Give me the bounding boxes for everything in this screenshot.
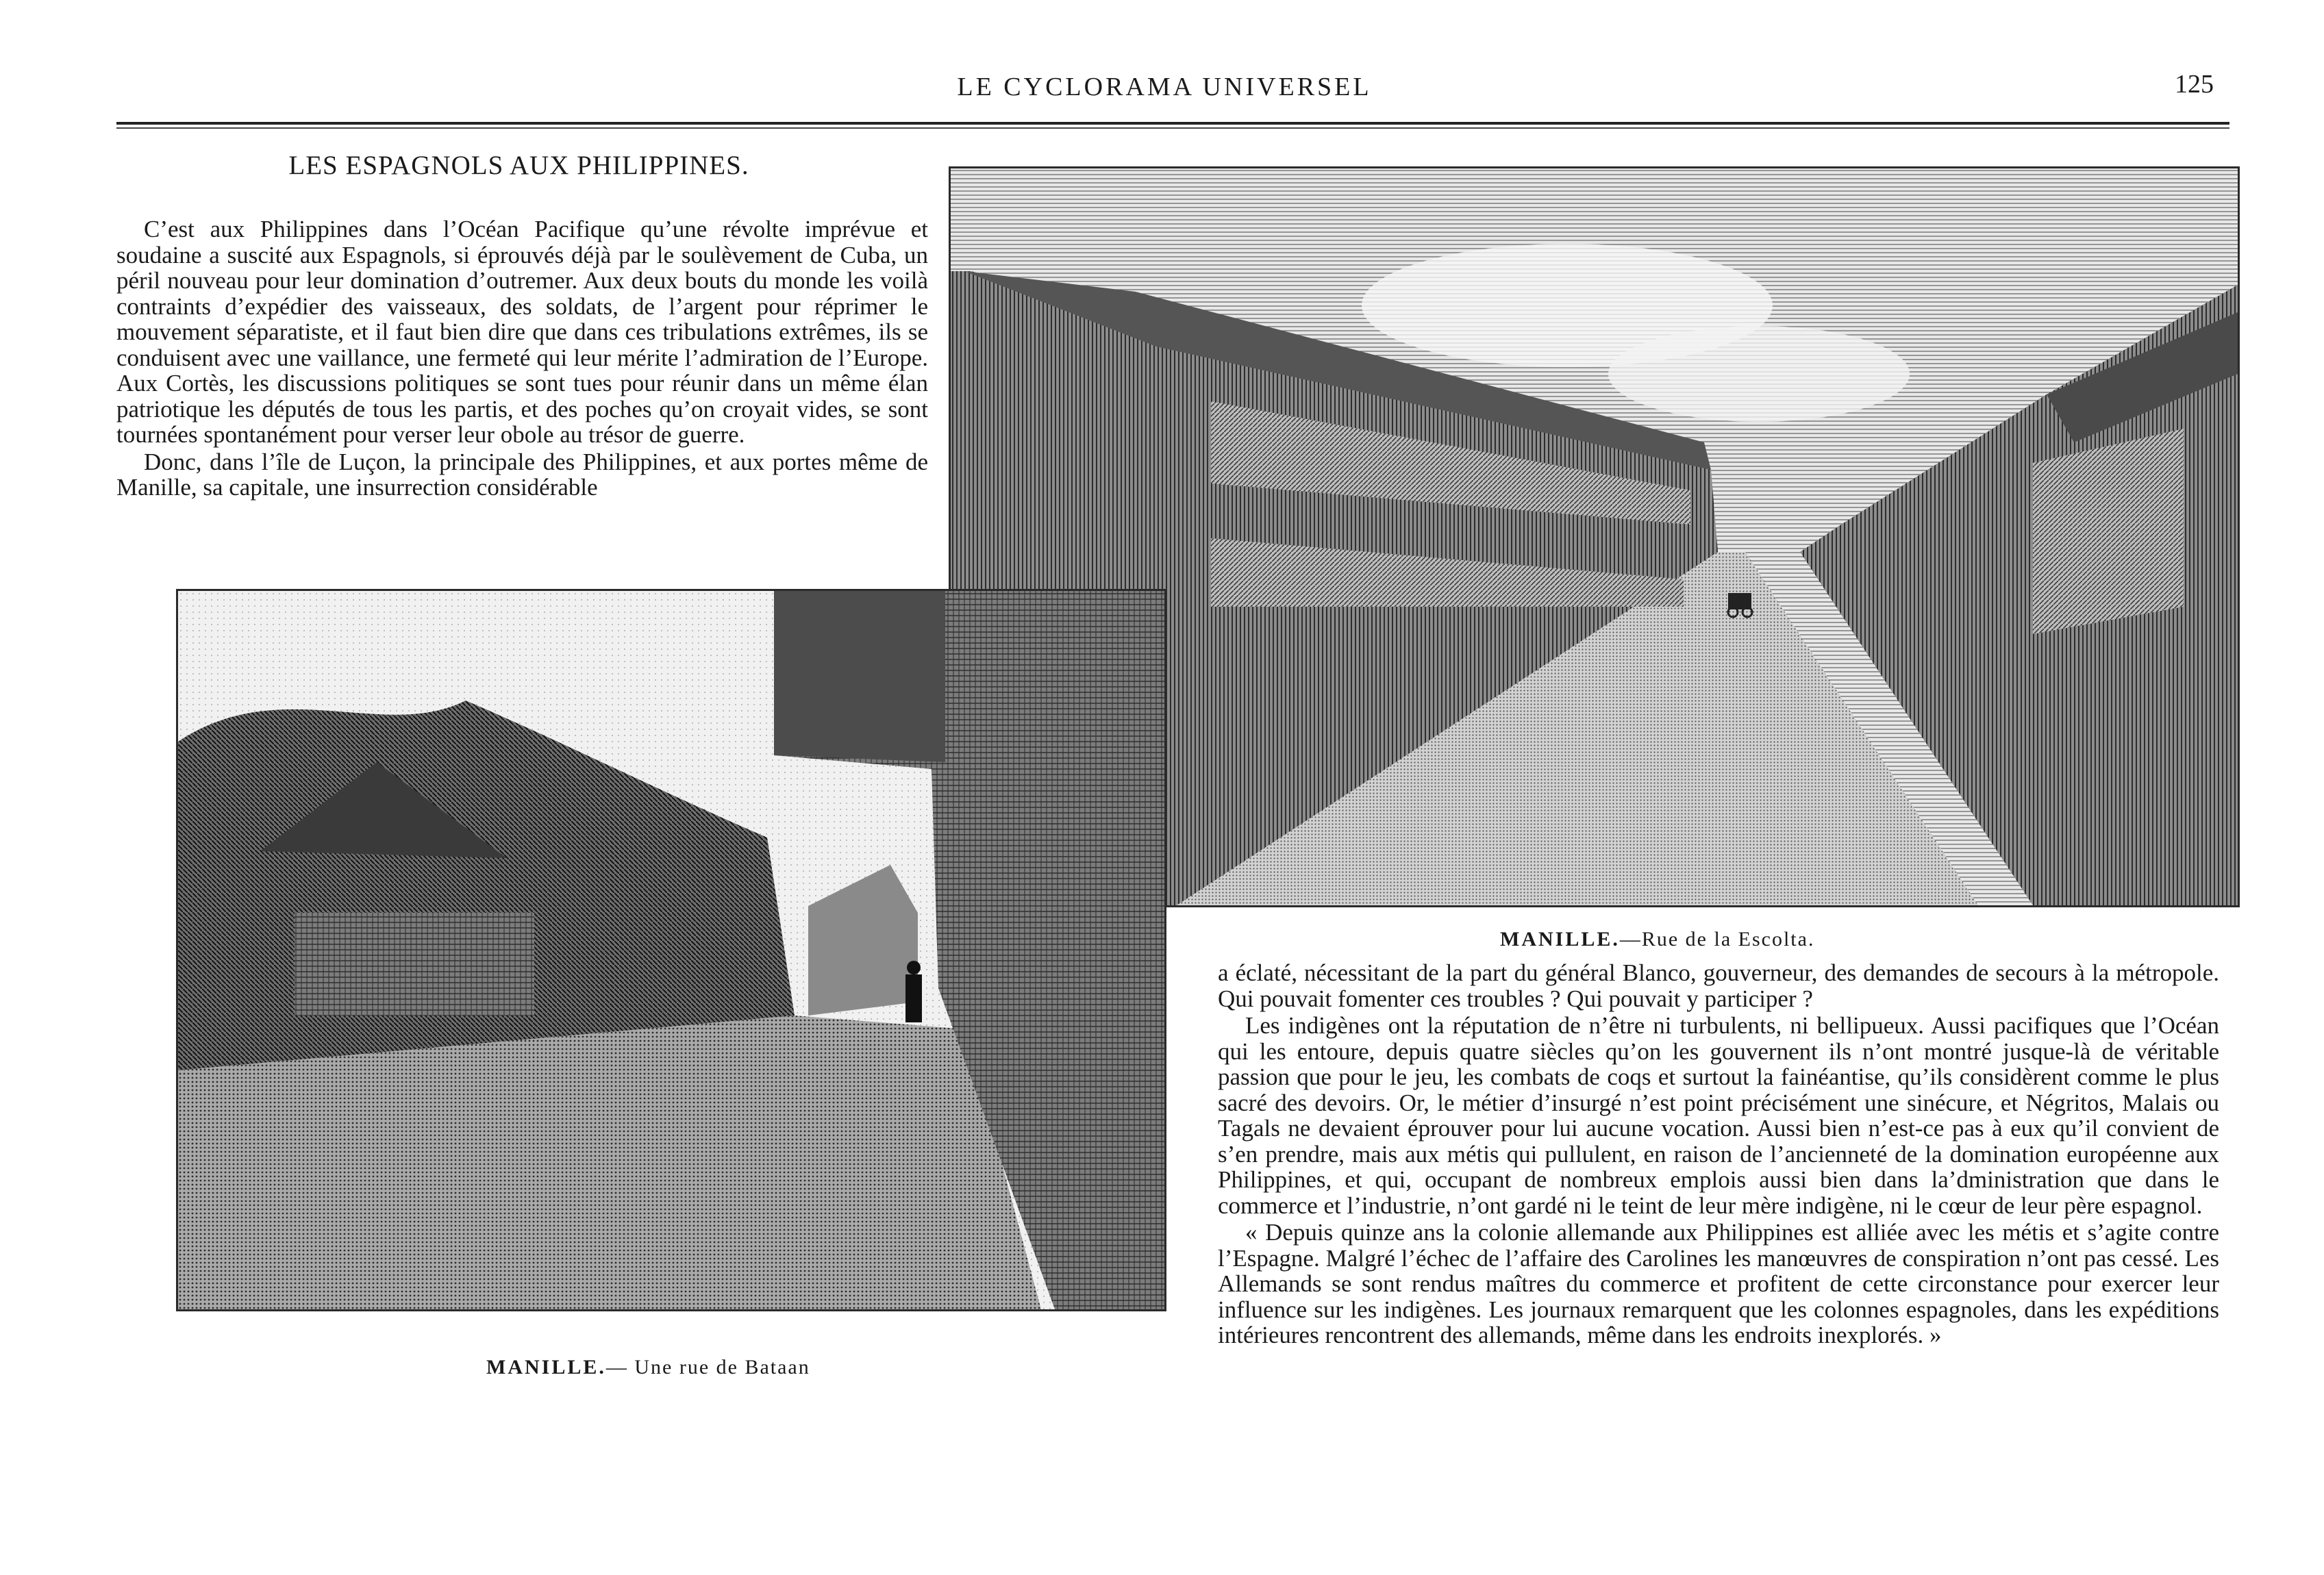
running-title: LE CYCLORAMA UNIVERSEL [957, 73, 1372, 101]
bataan-street-engraving [176, 589, 1166, 1311]
header-rule-thin [116, 127, 2229, 129]
article-title: LES ESPAGNOLS AUX PHILIPPINES. [288, 151, 749, 180]
paragraph: Les indigènes ont la réputation de n’être ni turbulents, ni bellipueux. Aussi pacifiques que l’Océan qui les entoure, depuis quatre siècles qu’on les gouvernent ils n’ont montré jusque-là de véritable passion que pour le jeu, les combats de coqs et surtout la fainéantise, qu’ils considèrent comme le plus sacré des devoirs. Or, le métier d’insurgé n’est point précisément une sinécure, et Négritos, Malais ou Tagals ne devaient éprouver pour lui aucune vocation. Aussi bien n’est-ce pas à eux qu’il convient de s’en prendre, mais aux métis qui pullulent, en raison de l’ancienneté de la domination européenne aux Philippines, et qui, occupant de nombreux emplois aussi bien dans la’dministration que dans le commerce et l’industrie, n’ont gardé ni le teint de leur mère indigène, ni le cœur de leur père espagnol. [1218, 1012, 2219, 1219]
header-rule [116, 122, 2229, 125]
caption-place: MANILLE. [1500, 928, 1620, 950]
paragraph: « Depuis quinze ans la colonie allemande aux Philippines est alliée avec les métis et s’agite contre l’Espagne. Malgré l’échec de l’affaire des Carolines les manœuvres de conspiration n’ont pas cessé. Les Allemands se sont rendus maîtres du commerce et profitent de cette circonstance pour exercer leur influence sur les indigènes. Les journaux remarquent que les colonnes espagnoles, dans les expéditions intérieures rencontrent des allemands, même dans les endroits inexplorés. » [1218, 1219, 2219, 1348]
paragraph: a éclaté, nécessitant de la part du général Blanco, gouverneur, des demandes de secours à la métropole. Qui pouvait fomenter ces troubles ? Qui pouvait y participer ? [1218, 959, 2219, 1012]
page-number: 125 [2175, 70, 2214, 99]
continuation-text [1218, 960, 2219, 1348]
escolta-caption [1500, 929, 1814, 950]
caption-text: —Rue de la Escolta. [1619, 928, 1815, 950]
paragraph: C’est aux Philippines dans l’Océan Pacifique qu’une révolte imprévue et soudaine a suscité aux Espagnols, si éprouvés déjà par le soulèvement de Cuba, un péril nouveau pour leur domination d’outremer. Aux deux bouts du monde les voilà contraints d’expédier des vaisseaux, des soldats, de l’argent pour réprimer le mouvement séparatiste, et il faut bien dire que dans ces tribulations extrêmes, ils se conduisent avec une vaillance, une fermeté qui leur mérite l’admiration de l’Europe. Aux Cortès, les discussions politiques se sont tues pour réunir dans un même élan patriotique les députés de tous les partis, et des poches qu’on croyait vides, se sont tournées spontanément pour verser leur obole au trésor de guerre. [116, 216, 928, 448]
paragraph: Donc, dans l’île de Luçon, la principale des Philippines, et aux portes même de Manille, sa capitale, une insurrection considérable [116, 448, 928, 501]
caption-place: MANILLE. [486, 1356, 606, 1378]
intro-text [116, 216, 928, 501]
bataan-caption [486, 1357, 810, 1378]
caption-text: — Une rue de Bataan [605, 1356, 810, 1378]
